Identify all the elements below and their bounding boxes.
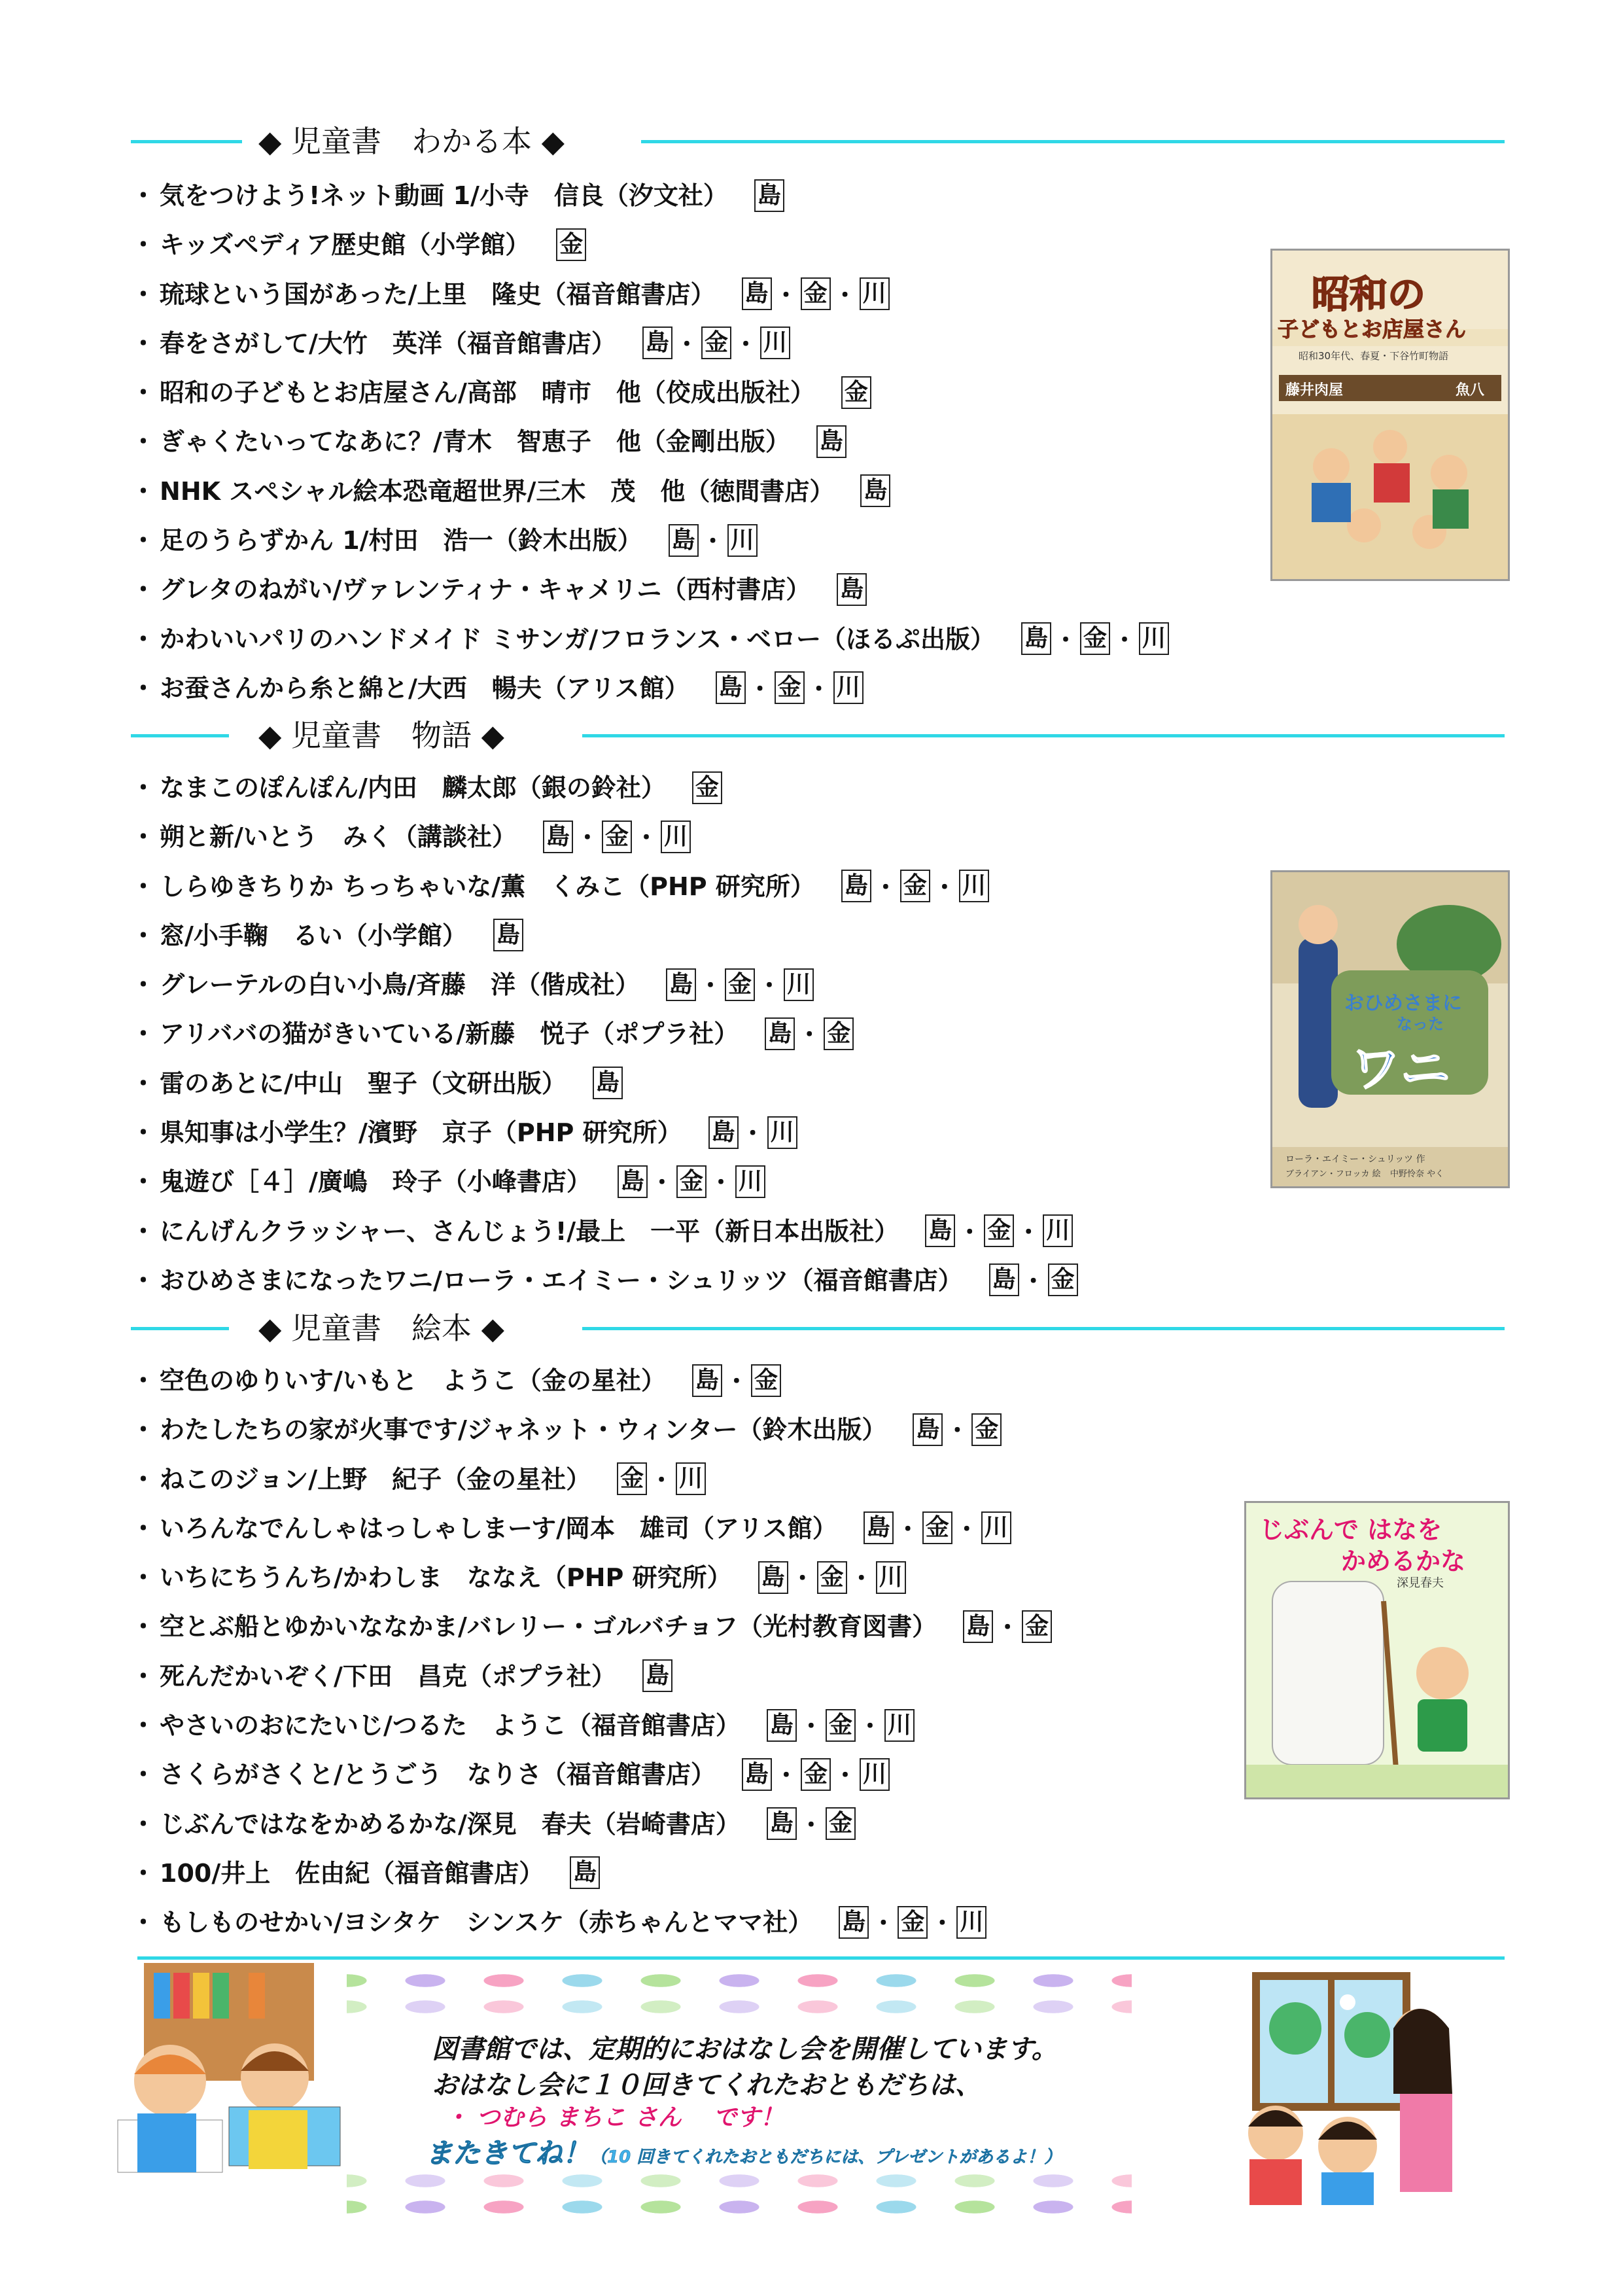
tag-separator: ・ (748, 675, 772, 703)
library-tags (642, 329, 790, 358)
book-item (131, 1405, 1052, 1455)
book-title: グレーテルの白い小鳥/斉藤 洋（偕成社） (160, 970, 640, 1000)
library-badge: 金 (701, 327, 731, 359)
bullet: ・ (131, 1711, 156, 1740)
bullet: ・ (131, 1118, 156, 1148)
banner-big-text: またきてね！ (425, 2137, 591, 2169)
bullet: ・ (131, 970, 156, 1000)
tag-separator: ・ (958, 1218, 982, 1246)
cover-wani-title-b: なった (1397, 1015, 1444, 1033)
bullet: ・ (131, 872, 156, 901)
tag-separator: ・ (833, 1762, 857, 1790)
library-badge: 島 (860, 474, 890, 507)
library-badge: 川 (956, 1906, 986, 1939)
bullet: ・ (131, 1415, 156, 1445)
book-title: 朔と新/いとう みく（講談社） (160, 822, 517, 852)
cover-hana-title-a: じぶんで はなを (1259, 1515, 1442, 1544)
tag-separator: ・ (807, 675, 831, 703)
book-item (131, 813, 1078, 862)
tag-separator: ・ (650, 1466, 674, 1494)
cover-showa-title-a: 昭和の (1312, 272, 1426, 317)
library-badge: 島 (1021, 622, 1051, 655)
bullet: ・ (131, 526, 156, 556)
library-tags (618, 1167, 765, 1196)
bullet: ・ (131, 279, 156, 309)
kids-window-art (1204, 1963, 1478, 2205)
tag-separator: ・ (1021, 1267, 1045, 1295)
library-badge: 島 (716, 671, 746, 704)
bullet: ・ (131, 575, 156, 605)
library-badge: 島 (839, 1906, 869, 1939)
library-badge: 島 (963, 1610, 993, 1643)
library-badge: 金 (692, 771, 722, 804)
library-tags (754, 181, 784, 210)
book-title: 昭和の子どもとお店屋さん/高部 晴市 他（佼成出版社） (160, 378, 815, 408)
book-item (131, 1356, 1052, 1405)
wave-deco-top (347, 1969, 1132, 1992)
bullet: ・ (131, 1858, 156, 1888)
library-badge: 島 (742, 277, 772, 310)
bullet: ・ (131, 1513, 156, 1543)
library-tags (860, 477, 890, 506)
library-tags (925, 1217, 1073, 1246)
book-item (131, 1108, 1078, 1157)
tag-separator: ・ (724, 1368, 748, 1395)
rule-right (641, 140, 1505, 143)
tag-separator: ・ (733, 330, 758, 358)
library-tags (765, 1019, 854, 1048)
banner-line-1: 図書館では、定期的におはなし会を開催しています。 (432, 2034, 1058, 2064)
bullet: ・ (131, 1019, 156, 1049)
book-item (131, 1652, 1052, 1701)
library-badge: 金 (801, 1758, 831, 1791)
library-tags (692, 773, 722, 802)
bullet: ・ (131, 1366, 156, 1395)
library-badge: 川 (876, 1561, 906, 1594)
book-list-ehon (131, 1356, 1052, 1948)
library-tags (913, 1415, 1002, 1444)
tag-separator: ・ (701, 528, 725, 556)
bullet: ・ (131, 1908, 156, 1937)
library-tags (617, 1465, 706, 1494)
tag-separator: ・ (954, 1515, 979, 1543)
library-badge: 金 (900, 870, 930, 902)
book-item (131, 1701, 1052, 1750)
book-title: 琉球という国があった/上里 隆史（福音館書店） (160, 279, 716, 309)
library-badge: 金 (801, 277, 831, 310)
book-title: いろんなでんしゃはっしゃしまーす/岡本 雄司（アリス館） (160, 1513, 837, 1543)
library-badge: 島 (708, 1116, 739, 1149)
tag-separator: ・ (849, 1565, 873, 1593)
library-tags (816, 427, 846, 456)
library-tags (758, 1563, 906, 1592)
book-title: ねこのジョン/上野 紀子（金の星社） (160, 1464, 591, 1494)
bullet: ・ (131, 1661, 156, 1691)
library-badge: 金 (824, 1017, 854, 1050)
book-title: 県知事は小学生？/濱野 京子（PHP 研究所） (160, 1118, 682, 1148)
library-badge: 川 (860, 277, 890, 310)
book-title: 100/井上 佐由紀（福音館書店） (160, 1858, 544, 1888)
library-badge: 金 (676, 1165, 707, 1198)
cover-wani-author: ローラ・エイミー・シュリッツ 作 (1285, 1154, 1425, 1165)
book-item (131, 911, 1078, 961)
cover-showa-subtitle: 昭和30年代、春夏・下谷竹町物語 (1299, 350, 1449, 362)
library-badge: 島 (837, 573, 867, 606)
bullet: ・ (131, 1563, 156, 1593)
library-badge: 金 (751, 1364, 781, 1397)
book-item (131, 1898, 1052, 1947)
banner-small-text: （10 回きてくれたおともだちには、プレゼントがあるよ！） (590, 2147, 1062, 2167)
library-badge: 島 (754, 179, 784, 212)
book-item (131, 221, 1169, 270)
library-badge: 川 (676, 1462, 706, 1495)
tag-separator: ・ (1113, 626, 1137, 654)
library-badge: 島 (758, 1561, 788, 1594)
cover-showa (1270, 249, 1510, 581)
book-title: やさいのおにたいじ/つるた ようこ（福音館書店） (160, 1711, 741, 1740)
bullet: ・ (131, 181, 156, 210)
book-title: じぶんではなをかめるかな/深見 春夫（岩崎書店） (160, 1809, 741, 1839)
cover-hana-title-b: かめるかな (1341, 1547, 1466, 1576)
book-title: わたしたちの家が火事です/ジャネット・ウィンター（鈴木出版） (160, 1415, 887, 1445)
library-badge: 川 (767, 1116, 797, 1149)
book-item (131, 1750, 1052, 1799)
library-badge: 川 (884, 1709, 915, 1742)
library-tags (837, 575, 867, 604)
tag-separator: ・ (1017, 1218, 1041, 1246)
book-title: 春をさがして/大竹 英洋（福音館書店） (160, 328, 616, 358)
library-tags (742, 280, 890, 309)
tag-separator: ・ (896, 1515, 920, 1543)
library-tags (708, 1118, 797, 1147)
bullet: ・ (131, 1069, 156, 1098)
library-badge: 島 (543, 821, 573, 853)
library-badge: 金 (617, 1462, 647, 1495)
library-tags (593, 1069, 623, 1098)
rule-right (582, 734, 1505, 737)
bullet: ・ (131, 921, 156, 950)
book-item (131, 565, 1169, 614)
book-item (131, 1849, 1052, 1898)
bullet: ・ (131, 624, 156, 654)
book-item (131, 1504, 1052, 1553)
book-title: 気をつけよう!ネット動画 1/小寺 信良（汐文社） (160, 181, 728, 210)
library-badge: 金 (841, 376, 871, 409)
tag-separator: ・ (708, 1169, 733, 1197)
book-item (131, 270, 1169, 319)
book-title: にんげんクラッシャー、さんじょう!/最上 一平（新日本出版社） (160, 1216, 899, 1246)
storytime-banner (347, 1969, 1132, 2218)
banner-line-3: ・ つむら まちこ さん です！ (445, 2104, 784, 2131)
book-title: NHK スペシャル絵本恐竜超世界/三木 茂 他（徳間書店） (160, 476, 835, 506)
book-title: さくらがさくと/とうごう なりさ（福音館書店） (160, 1760, 716, 1790)
library-badge: 川 (760, 327, 790, 359)
library-badge: 島 (765, 1017, 795, 1050)
rule-left (131, 140, 242, 143)
rule-right (582, 1327, 1505, 1330)
tag-separator: ・ (790, 1565, 814, 1593)
library-badge: 金 (1048, 1263, 1078, 1296)
library-badge: 金 (1080, 622, 1110, 655)
library-badge: 川 (661, 821, 691, 853)
bullet: ・ (131, 427, 156, 457)
library-badge: 金 (971, 1413, 1002, 1446)
tag-separator: ・ (799, 1811, 823, 1839)
tag-separator: ・ (741, 1120, 765, 1148)
book-item (131, 1010, 1078, 1059)
book-title: もしものせかい/ヨシタケ シンスケ（赤ちゃんとママ社） (160, 1908, 813, 1937)
book-title: いちにちうんち/かわしま ななえ（PHP 研究所） (160, 1563, 732, 1593)
tag-separator: ・ (774, 1762, 798, 1790)
section-header-ehon (131, 1309, 1505, 1348)
book-item (131, 1455, 1052, 1504)
section-title: ◆ 児童書 絵本 ◆ (258, 1311, 504, 1346)
bullet: ・ (131, 476, 156, 506)
cover-wani-title-c: ワニ (1351, 1040, 1450, 1098)
library-badge: 島 (767, 1807, 797, 1840)
kids-reading-art (92, 1963, 353, 2199)
rule-left (131, 734, 229, 737)
library-badge: 島 (593, 1067, 623, 1099)
book-item (131, 1553, 1052, 1602)
library-tags (1021, 625, 1169, 654)
library-badge: 川 (981, 1511, 1011, 1544)
library-badge: 川 (959, 870, 989, 902)
bullet: ・ (131, 1809, 156, 1839)
book-item (131, 368, 1169, 417)
book-title: 死んだかいぞく/下田 昌克（ポプラ社） (160, 1661, 616, 1691)
book-item (131, 862, 1078, 911)
library-badge: 川 (833, 671, 864, 704)
tag-separator: ・ (945, 1417, 969, 1445)
book-item (131, 171, 1169, 221)
library-badge: 島 (642, 1659, 672, 1692)
wave-deco-2 (347, 1996, 1132, 2018)
library-tags (570, 1859, 600, 1888)
library-tags (841, 378, 871, 407)
book-title: しらゆきちりか ちっちゃいな/薫 くみこ（PHP 研究所） (160, 872, 815, 901)
book-item (131, 467, 1169, 516)
bullet: ・ (131, 328, 156, 358)
wave-deco-3 (347, 2170, 1132, 2192)
cover-wani-credit-b: 中野怜奈 やく (1390, 1169, 1444, 1179)
bullet: ・ (131, 673, 156, 703)
cover-showa-shop-a: 藤井肉屋 (1285, 382, 1344, 398)
book-item (131, 1157, 1078, 1207)
bullet: ・ (131, 1265, 156, 1295)
library-tags (543, 822, 691, 851)
kids-reading-illustration (92, 1963, 353, 2199)
tag-separator: ・ (930, 1910, 954, 1937)
book-item (131, 664, 1169, 713)
library-tags (841, 872, 989, 901)
book-title: グレタのねがい/ヴァレンティナ・キャメリニ（西村書店） (160, 575, 811, 605)
book-title: 空とぶ船とゆかいななかま/バレリー・ゴルバチョフ（光村教育図書） (160, 1612, 937, 1642)
book-item (131, 1207, 1078, 1256)
book-item (131, 615, 1169, 664)
cover-hana (1244, 1501, 1510, 1799)
library-tags (839, 1908, 986, 1937)
library-badge: 川 (1043, 1214, 1073, 1247)
tag-separator: ・ (1053, 626, 1077, 654)
library-badge: 金 (775, 671, 805, 704)
library-badge: 金 (817, 1561, 847, 1594)
library-badge: 島 (669, 524, 699, 557)
book-title: 雷のあとに/中山 聖子（文研出版） (160, 1069, 567, 1098)
library-badge: 川 (784, 968, 814, 1001)
section-title: ◆ 児童書 物語 ◆ (258, 718, 504, 753)
library-tags (767, 1711, 915, 1740)
bullet: ・ (131, 773, 156, 802)
book-item (131, 417, 1169, 467)
tag-separator: ・ (996, 1614, 1020, 1642)
library-tags (556, 230, 586, 259)
tag-separator: ・ (871, 1910, 896, 1937)
library-badge: 金 (602, 821, 632, 853)
book-title: 足のうらずかん 1/村田 浩一（鈴木出版） (160, 526, 642, 556)
tag-separator: ・ (873, 874, 898, 901)
book-item (131, 1800, 1052, 1849)
tag-separator: ・ (674, 330, 699, 358)
library-tags (963, 1612, 1052, 1641)
library-tags (642, 1662, 672, 1691)
library-badge: 島 (570, 1856, 600, 1889)
library-badge: 川 (1139, 622, 1169, 655)
library-badge: 金 (826, 1709, 856, 1742)
rule-left (131, 1327, 229, 1330)
book-item (131, 961, 1078, 1010)
library-badge: 島 (816, 425, 846, 458)
banner-line-4 (425, 2132, 1061, 2171)
library-tags (692, 1366, 781, 1395)
book-item (131, 1602, 1052, 1651)
tag-separator: ・ (833, 281, 857, 309)
cover-hana-author: 深見春夫 (1397, 1576, 1444, 1590)
tag-separator: ・ (575, 824, 599, 852)
bullet: ・ (131, 1464, 156, 1494)
book-title: お蚕さんから糸と綿と/大西 暢夫（アリス館） (160, 673, 689, 703)
bottom-rule (137, 1956, 1505, 1960)
book-item (131, 764, 1078, 813)
library-tags (989, 1266, 1078, 1295)
book-list-monogatari (131, 764, 1078, 1305)
book-title: かわいいパリのハンドメイド ミサンガ/フロランス・ベロー（ほるぷ出版） (160, 624, 995, 654)
bullet: ・ (131, 1167, 156, 1197)
library-badge: 島 (913, 1413, 943, 1446)
library-tags (767, 1810, 856, 1839)
library-tags (669, 526, 758, 555)
banner-line-2: おはなし会に１０回きてくれたおともだちは、 (432, 2070, 981, 2100)
book-title: 窓/小手鞠 るい（小学館） (160, 921, 467, 950)
library-badge: 島 (666, 968, 696, 1001)
library-tags (742, 1760, 890, 1789)
library-badge: 金 (826, 1807, 856, 1840)
library-tags (666, 970, 814, 999)
library-badge: 島 (864, 1511, 894, 1544)
section-header-wakaru (131, 122, 1505, 161)
section-title: ◆ 児童書 わかる本 ◆ (258, 124, 565, 159)
bullet: ・ (131, 1760, 156, 1790)
tag-separator: ・ (699, 972, 723, 1000)
book-title: おひめさまになったワニ/ローラ・エイミー・シュリッツ（福音館書店） (160, 1265, 963, 1295)
library-badge: 川 (735, 1165, 765, 1198)
bullet: ・ (131, 1612, 156, 1642)
tag-separator: ・ (774, 281, 798, 309)
book-item (131, 516, 1169, 565)
library-badge: 島 (989, 1263, 1019, 1296)
book-title: アリババの猫がきいている/新藤 悦子（ポプラ社） (160, 1019, 739, 1049)
book-title: キッズペディア歴史館（小学館） (160, 230, 531, 260)
kids-window-illustration (1204, 1963, 1478, 2205)
library-badge: 川 (860, 1758, 890, 1791)
tag-separator: ・ (650, 1169, 674, 1197)
book-title: ぎゃくたいってなあに？/青木 智恵子 他（金剛出版） (160, 427, 790, 457)
cover-wani-credit-a: ブライアン・フロッカ 絵 (1285, 1169, 1381, 1179)
bullet: ・ (131, 378, 156, 408)
book-list-wakaru (131, 171, 1169, 713)
library-tags (716, 674, 864, 703)
cover-wani-title-a: おひめさまに (1344, 992, 1462, 1015)
library-tags (493, 921, 523, 950)
library-badge: 島 (692, 1364, 722, 1397)
book-item (131, 1256, 1078, 1305)
book-title: なまこのぽんぽん/内田 麟太郎（銀の鈴社） (160, 773, 666, 802)
cover-showa-shop-b: 魚八 (1456, 382, 1485, 398)
bullet: ・ (131, 1216, 156, 1246)
library-tags (864, 1514, 1011, 1543)
bullet: ・ (131, 230, 156, 260)
library-badge: 島 (841, 870, 871, 902)
tag-separator: ・ (758, 972, 782, 1000)
library-badge: 金 (898, 1906, 928, 1939)
library-badge: 金 (1022, 1610, 1052, 1643)
library-badge: 島 (925, 1214, 955, 1247)
bullet: ・ (131, 822, 156, 852)
cover-showa-title-b: 子どもとお店屋さん (1278, 317, 1467, 342)
library-badge: 金 (984, 1214, 1014, 1247)
library-badge: 島 (742, 1758, 772, 1791)
library-badge: 川 (727, 524, 758, 557)
cover-wani (1270, 870, 1510, 1188)
section-header-monogatari (131, 716, 1505, 755)
tag-separator: ・ (932, 874, 956, 901)
wave-deco-bottom (347, 2196, 1132, 2218)
book-item (131, 1059, 1078, 1108)
tag-separator: ・ (799, 1713, 823, 1740)
tag-separator: ・ (797, 1021, 822, 1049)
library-badge: 島 (767, 1709, 797, 1742)
library-badge: 島 (493, 919, 523, 951)
tag-separator: ・ (858, 1713, 882, 1740)
tag-separator: ・ (634, 824, 658, 852)
library-badge: 島 (642, 327, 672, 359)
book-title: 鬼遊び［４］/廣嶋 玲子（小峰書店） (160, 1167, 591, 1197)
library-badge: 金 (556, 228, 586, 261)
book-title: 空色のゆりいす/いもと ようこ（金の星社） (160, 1366, 666, 1395)
library-badge: 島 (618, 1165, 648, 1198)
library-badge: 金 (725, 968, 755, 1001)
library-badge: 金 (922, 1511, 952, 1544)
book-item (131, 319, 1169, 368)
